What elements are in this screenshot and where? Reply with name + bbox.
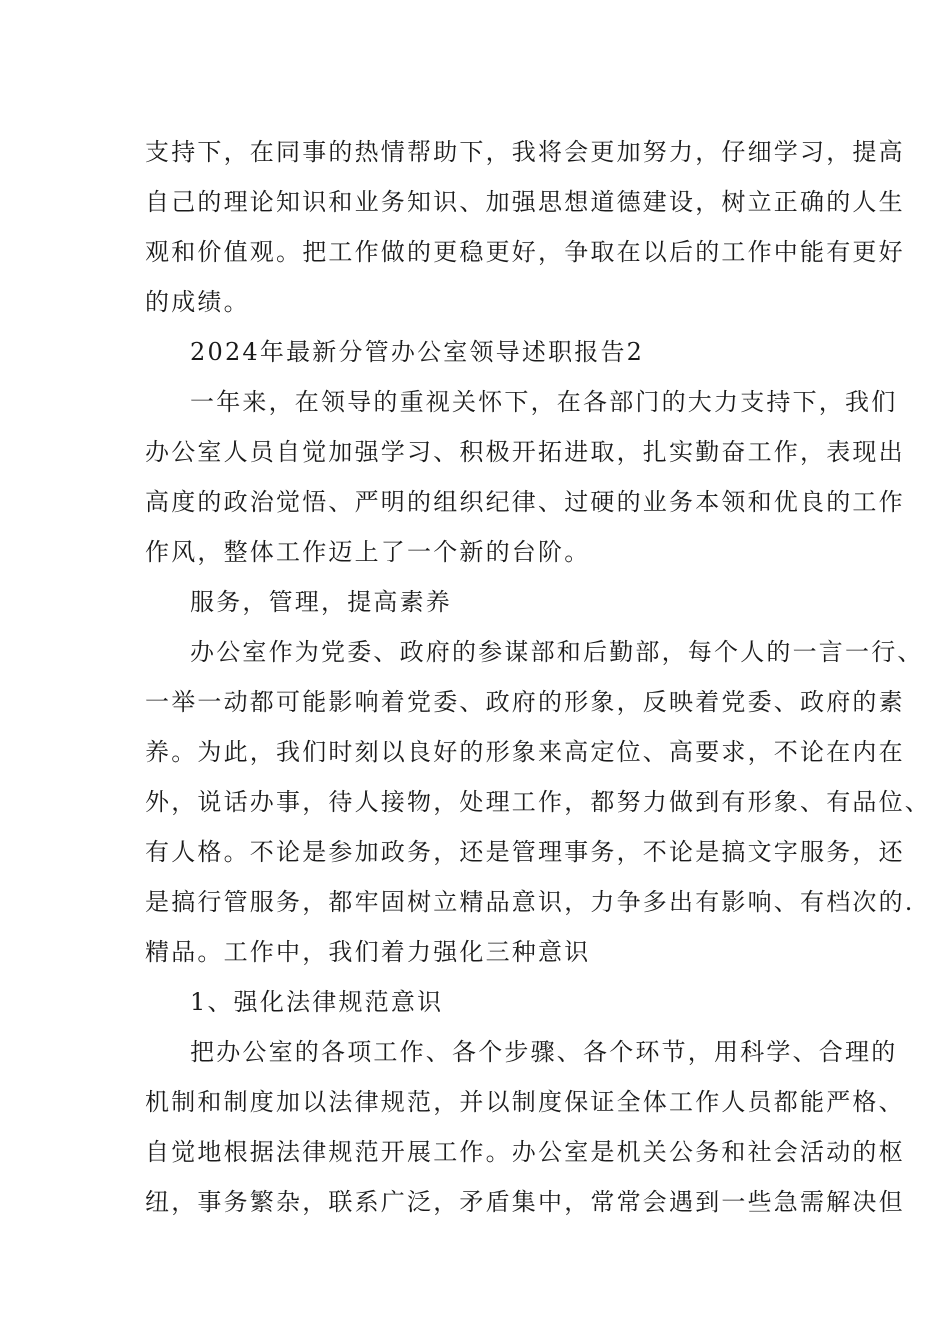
body-text-line: 养。为此，我们时刻以良好的形象来高定位、高要求，不论在内在 (145, 738, 905, 766)
body-text-line: 一举一动都可能影响着党委、政府的形象，反映着党委、政府的素 (145, 688, 905, 716)
body-text-line: 外，说话办事，待人接物，处理工作，都努力做到有形象、有品位、 (145, 788, 931, 816)
body-text-line: 支持下，在同事的热情帮助下，我将会更加努力，仔细学习，提高 (145, 138, 905, 166)
body-text-line: 办公室作为党委、政府的参谋部和后勤部，每个人的一言一行、 (190, 638, 924, 666)
body-text-line: 自己的理论知识和业务知识、加强思想道德建设，树立正确的人生 (145, 188, 905, 216)
list-item-heading: 1、强化法律规范意识 (190, 988, 444, 1016)
body-text-line: 一年来，在领导的重视关怀下，在各部门的大力支持下，我们 (190, 388, 898, 416)
body-text-line: 纽，事务繁杂，联系广泛，矛盾集中，常常会遇到一些急需解决但 (145, 1188, 905, 1216)
body-text-line: 作风，整体工作迈上了一个新的台阶。 (145, 538, 591, 566)
body-text-line: 观和价值观。把工作做的更稳更好，争取在以后的工作中能有更好 (145, 238, 905, 266)
body-text-line: 精品。工作中，我们着力强化三种意识 (145, 938, 591, 966)
body-text-line: 办公室人员自觉加强学习、积极开拓进取，扎实勤奋工作，表现出 (145, 438, 905, 466)
body-text-line: 把办公室的各项工作、各个步骤、各个环节，用科学、合理的 (190, 1038, 898, 1066)
body-text-line: 机制和制度加以法律规范，并以制度保证全体工作人员都能严格、 (145, 1088, 905, 1116)
subheading: 服务，管理，提高素养 (190, 588, 452, 616)
body-text-line: 自觉地根据法律规范开展工作。办公室是机关公务和社会活动的枢 (145, 1138, 905, 1166)
body-text-line: 的成绩。 (145, 288, 250, 316)
body-text-line: 是搞行管服务，都牢固树立精品意识，力争多出有影响、有档次的. (145, 888, 915, 916)
section-title: 2024年最新分管办公室领导述职报告2 (190, 338, 645, 366)
body-text-line: 有人格。不论是参加政务，还是管理事务，不论是搞文字服务，还 (145, 838, 905, 866)
body-text-line: 高度的政治觉悟、严明的组织纪律、过硬的业务本领和优良的工作 (145, 488, 905, 516)
